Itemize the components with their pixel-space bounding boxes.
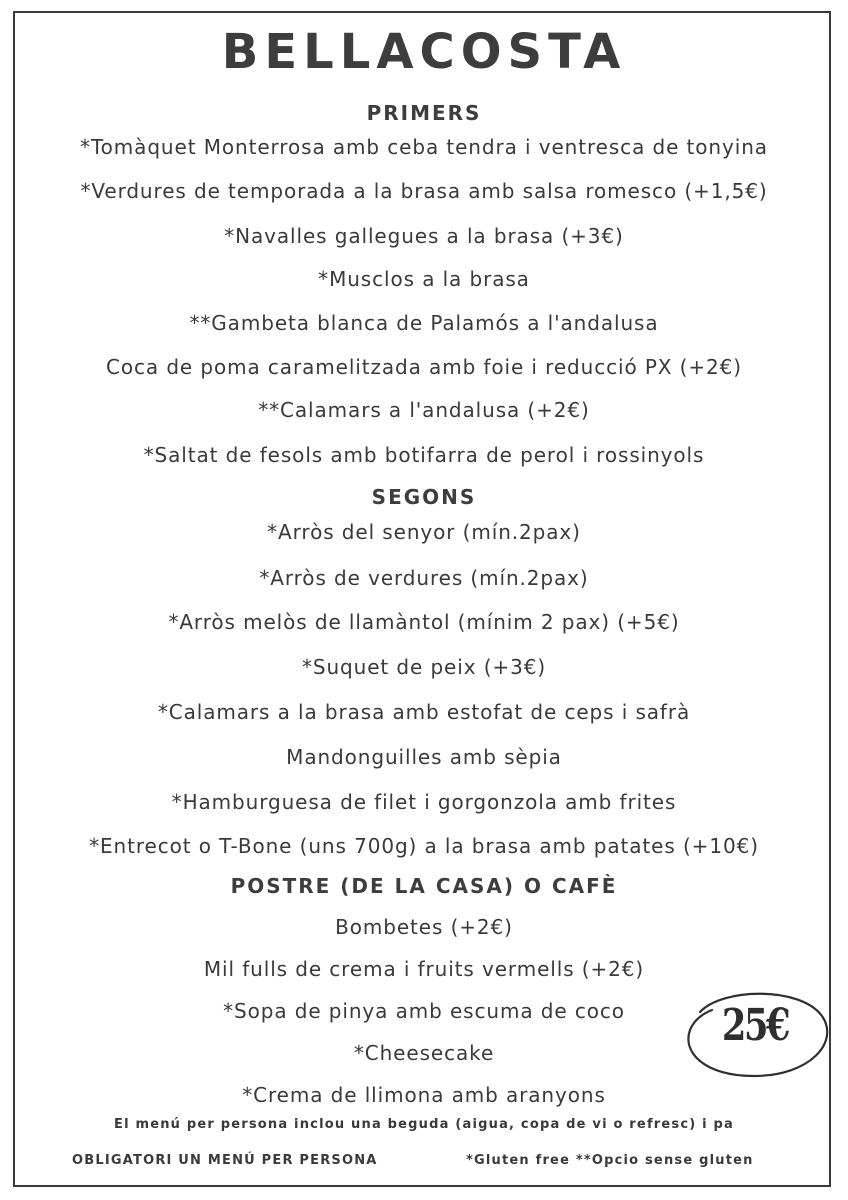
gluten-legend: *Gluten free **Opcio sense gluten <box>466 1153 754 1168</box>
menu-item-primer: *Verdures de temporada a la brasa amb salsa romesco (+1,5€) <box>80 179 768 203</box>
menu-item-primer: **Calamars a l'andalusa (+2€) <box>258 398 590 422</box>
section-heading-primers: PRIMERS <box>366 101 482 125</box>
mandatory-menu-note: OBLIGATORI UN MENÚ PER PERSONA <box>72 1153 378 1168</box>
menu-item-segon: *Entrecot o T-Bone (uns 700g) a la brasa amb patates (+10€) <box>89 834 759 858</box>
menu-item-primer: Coca de poma caramelitzada amb foie i reducció PX (+2€) <box>106 355 742 379</box>
menu-item-segon: *Arròs del senyor (mín.2pax) <box>267 520 581 544</box>
menu-item-postre: Mil fulls de crema i fruits vermells (+2€) <box>203 957 645 981</box>
menu-item-segon: *Hamburguesa de filet i gorgonzola amb frites <box>171 790 677 814</box>
menu-item-segon: *Arròs de verdures (mín.2pax) <box>259 566 589 590</box>
section-heading-segons: SEGONS <box>371 485 477 509</box>
menu-item-postre: *Crema de llimona amb aranyons <box>242 1083 606 1107</box>
menu-item-segon: Mandonguilles amb sèpia <box>286 745 562 769</box>
menu-item-primer: *Tomàquet Monterrosa amb ceba tendra i ventresca de tonyina <box>80 135 768 159</box>
section-heading-postre: POSTRE (DE LA CASA) O CAFÈ <box>230 874 618 898</box>
menu-item-primer: *Saltat de fesols amb botifarra de perol i rossinyols <box>143 443 705 467</box>
menu-item-postre: Bombetes (+2€) <box>335 915 513 939</box>
menu-item-segon: *Calamars a la brasa amb estofat de ceps i safrà <box>157 700 691 724</box>
menu-item-segon: *Suquet de peix (+3€) <box>301 655 547 679</box>
menu-item-postre: *Cheesecake <box>353 1041 495 1065</box>
menu-item-primer: *Musclos a la brasa <box>318 267 530 291</box>
restaurant-title: BELLACOSTA <box>221 24 627 80</box>
drink-included-note: El menú per persona inclou una beguda (aigua, copa de vi o refresc) i pa <box>113 1117 734 1132</box>
menu-item-postre: *Sopa de pinya amb escuma de coco <box>223 999 625 1023</box>
menu-item-primer: *Navalles gallegues a la brasa (+3€) <box>224 224 624 248</box>
menu-price: 25€ <box>721 1000 789 1051</box>
menu-item-primer: **Gambeta blanca de Palamós a l'andalusa <box>189 311 659 335</box>
menu-item-segon: *Arròs melòs de llamàntol (mínim 2 pax) (+5€) <box>168 610 680 634</box>
